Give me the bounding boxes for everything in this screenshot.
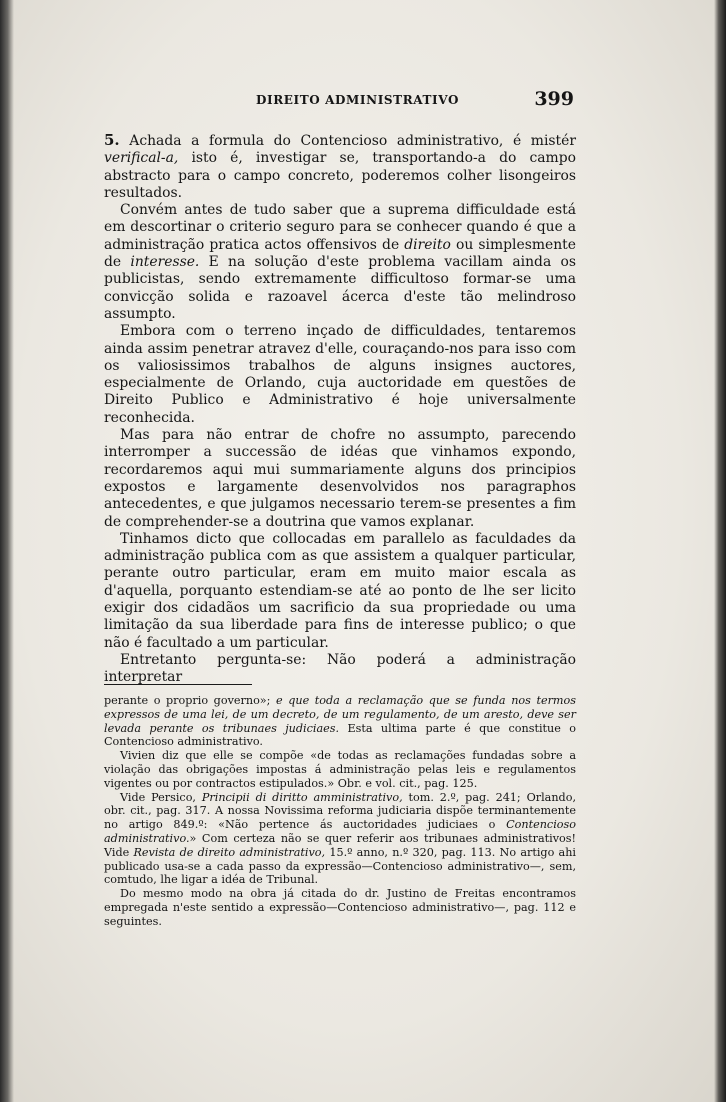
footnote-3-emphasis-contencioso: Contencioso administrativo.	[104, 818, 576, 845]
paragraph-1-text-b: isto é, investigar se, transportando-a do campo abstracto para o campo concreto, poderemos colher lisongeiros resultados.	[104, 150, 576, 201]
paragraph-2-emphasis-interesse: interesse.	[130, 254, 200, 271]
paragraph-2-text-a: Convém antes de tudo saber que a suprema difficuldade está em descortinar o criterio seguro para se conhecer quando é que a administração pratica actos offensivos de	[104, 202, 576, 253]
page-number: 399	[534, 88, 574, 110]
main-text	[104, 132, 576, 687]
footnote-1-text-b: Esta ultima parte é que constitue o Contencioso administrativo.	[104, 721, 576, 749]
paragraph-3: Embora com o terreno inçado de difficuldades, tentaremos ainda assim penetrar atravez d'elle, couraçando-nos para isso com os valiosissimos trabalhos de alguns insignes auctores, especialmente de Orlando, cuja auctoridade em questões de Direito Publico e Administrativo é hoje universalmente reconhecida.	[104, 323, 576, 426]
footnote-1	[104, 694, 576, 749]
footnote-3-emphasis-revista: Revista de direito administrativo,	[133, 845, 326, 859]
page-header	[104, 88, 576, 112]
footnote-1-text-a: perante o proprio governo»;	[104, 694, 277, 707]
footnote-4: Do mesmo modo na obra já citada do dr. Justino de Freitas encontramos empregada n'este sentido a expressão—Contencioso administrativo—, pag. 112 e seguintes.	[104, 887, 576, 928]
footnotes	[104, 694, 576, 929]
paragraph-2-text-c: E na solução d'este problema vacillam ainda os publicistas, sendo extremamente difficultoso formar-se uma convicção solida e razoavel ácerca d'este tão melindroso assumpto.	[104, 254, 576, 322]
footnote-3	[104, 791, 576, 888]
paragraph-2	[104, 202, 576, 323]
footnote-3-text-c: » Com certeza não se quer referir aos tribunaes administrativos! Vide	[104, 831, 576, 859]
footnote-divider	[104, 684, 252, 685]
running-title: DIREITO ADMINISTRATIVO	[256, 93, 460, 107]
footnote-3-text-a: Vide Persico,	[120, 790, 202, 804]
footnote-3-text-b: tom. 2.º, pag. 241; Orlando, obr. cit., pag. 317. A nossa Novissima reforma judiciaria dispõe terminantemente no artigo 849.º: «Não pertence ás auctoridades judiciaes o	[104, 790, 576, 832]
paragraph-1	[104, 132, 576, 202]
footnote-1-emphasis: e que toda a reclamação que se funda nos termos expressos de uma lei, de um decreto, de um regulamento, de um aresto, deve ser levada perante os tribunaes judiciaes.	[104, 694, 577, 735]
paragraph-5: Tinhamos dicto que collocadas em parallelo as faculdades da administração publica com as que assistem a qualquer particular, perante outro particular, eram em muito maior escala as d'aquella, porquanto estendiam-se até ao ponto de lhe ser licito exigir dos cidadãos um sacrificio da sua propriedade ou uma limitação da sua liberdade para fins de interesse publico; o que não é facultado a um particular.	[104, 530, 576, 651]
paragraph-4: Mas para não entrar de chofre no assumpto, parecendo interromper a successão de idéas que vinhamos expondo, recordaremos aqui mui summariamente alguns dos principios expostos e largamente desenvolvidos nos paragraphos antecedentes, e que julgamos necessario terem-se presentes a fim de comprehender-se a doutrina que vamos explanar.	[104, 427, 576, 530]
paragraph-1-emphasis: verifical-a,	[104, 150, 179, 167]
footnote-3-emphasis-persico: Principii di diritto amministrativo,	[201, 790, 403, 804]
footnote-2: Vivien diz que elle se compõe «de todas as reclamações fundadas sobre a violação das obrigações impostas á administração pelas leis e regulamentos vigentes ou por contractos estipulados.» Obr. e vol. cit., pag. 125.	[104, 749, 576, 790]
paragraph-2-emphasis-direito: direito	[404, 236, 451, 253]
paragraph-2-text-b: ou simplesmente de	[104, 236, 576, 271]
footnote-3-text-d: 15.º anno, n.º 320, pag. 113. No artigo ahi publicado usa-se a cada passo da expressão—Contencioso administrativo—, sem, comtudo, lhe ligar a idéa de Tribunal.	[104, 845, 576, 887]
section-number: 5.	[104, 131, 120, 149]
paragraph-6: Entretanto pergunta-se: Não poderá a administração interpretar	[104, 651, 576, 686]
paragraph-1-text-a: Achada a formula do Contencioso administrativo, é mistér	[119, 133, 576, 149]
